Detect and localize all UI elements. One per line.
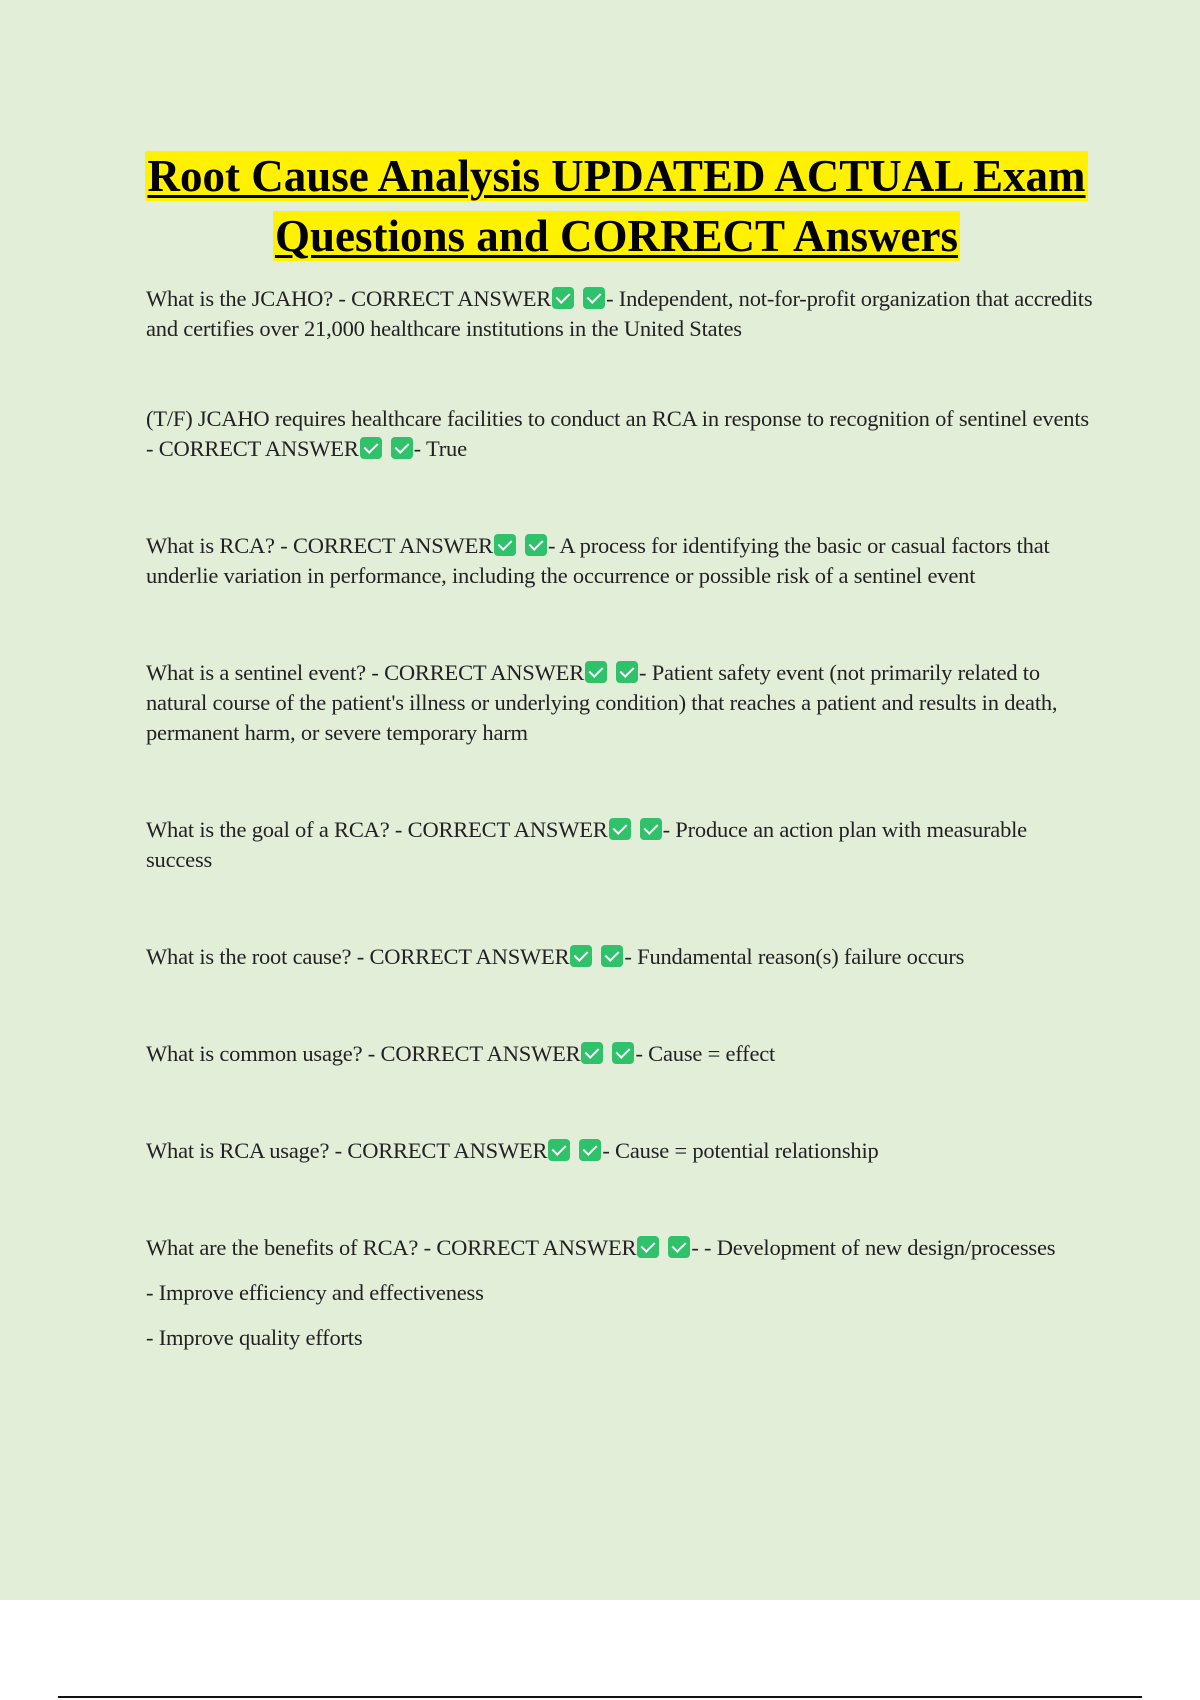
check-box-icon	[548, 1139, 570, 1161]
qa-item-8	[146, 1136, 1096, 1166]
question-text: What is common usage? -	[146, 1041, 381, 1066]
check-box-icon	[612, 1042, 634, 1064]
answer-marker: CORRECT ANSWER	[292, 533, 493, 558]
question-text: What is the JCAHO? -	[146, 286, 352, 311]
question-text: What is RCA? -	[146, 533, 293, 558]
check-box-icon	[637, 1236, 659, 1258]
check-box-icon	[668, 1236, 690, 1258]
page-title: Root Cause Analysis UPDATED ACTUAL Exam Questions and CORRECT Answers	[147, 151, 1086, 261]
check-box-icon	[525, 534, 547, 556]
answer-text: - A process for identifying the basic or casual factors that underlie variation in performance, including the occurrence or possible risk of a sentinel event	[146, 533, 1050, 588]
bullet-item: - Improve efficiency and effectiveness	[146, 1280, 484, 1305]
check-box-icon	[570, 945, 592, 967]
answer-marker: CORRECT ANSWER	[380, 1041, 581, 1066]
answer-marker: CORRECT ANSWER	[351, 286, 552, 311]
qa-list	[146, 284, 1096, 1353]
question-text: What is a sentinel event? -	[146, 660, 385, 685]
qa-item-9	[146, 1233, 1096, 1353]
answer-marker: CORRECT ANSWER	[407, 817, 608, 842]
qa-item-1	[146, 284, 1096, 344]
answer-marker: CORRECT ANSWER	[384, 660, 585, 685]
answer-text: - Patient safety event (not primarily related to natural course of the patient's illness or underlying condition) that reaches a patient and results in death, permanent harm, or severe temporary harm	[146, 660, 1058, 745]
check-box-icon	[552, 287, 574, 309]
answer-marker: CORRECT ANSWER	[369, 944, 570, 969]
check-box-icon	[579, 1139, 601, 1161]
question-text: What is the goal of a RCA? -	[146, 817, 408, 842]
answer-marker: CORRECT ANSWER	[436, 1235, 637, 1260]
check-box-icon	[494, 534, 516, 556]
check-box-icon	[583, 287, 605, 309]
check-box-icon	[640, 818, 662, 840]
answer-marker: CORRECT ANSWER	[158, 436, 359, 461]
bullet-item: - Improve quality efforts	[146, 1325, 363, 1350]
footer-divider	[58, 1696, 1142, 1698]
answer-text: - Fundamental reason(s) failure occurs	[624, 944, 965, 969]
question-text: What are the benefits of RCA? -	[146, 1235, 437, 1260]
qa-item-3	[146, 531, 1096, 591]
answer-text: - Produce an action plan with measurable success	[146, 817, 1027, 872]
qa-item-4	[146, 658, 1096, 748]
answer-text: - - Development of new design/processes	[691, 1235, 1056, 1260]
answer-text: - Independent, not-for-profit organization that accredits and certifies over 21,000 healthcare institutions in the United States	[146, 286, 1093, 341]
question-text: What is RCA usage? -	[146, 1138, 348, 1163]
qa-item-6	[146, 942, 1096, 972]
answer-text: - True	[413, 436, 467, 461]
qa-item-5	[146, 815, 1096, 875]
check-box-icon	[585, 661, 607, 683]
answer-marker: CORRECT ANSWER	[347, 1138, 548, 1163]
check-box-icon	[601, 945, 623, 967]
check-box-icon	[616, 661, 638, 683]
qa-item-7	[146, 1039, 1096, 1069]
answer-text: - Cause = potential relationship	[602, 1138, 879, 1163]
check-box-icon	[391, 437, 413, 459]
answer-text: - Cause = effect	[635, 1041, 776, 1066]
check-box-icon	[609, 818, 631, 840]
check-box-icon	[360, 437, 382, 459]
title-block	[120, 146, 1113, 266]
question-text: (T/F) JCAHO requires healthcare facilities to conduct an RCA in response to recognition of sentinel events -	[146, 406, 1089, 461]
qa-item-2	[146, 404, 1096, 464]
check-box-icon	[581, 1042, 603, 1064]
question-text: What is the root cause? -	[146, 944, 370, 969]
